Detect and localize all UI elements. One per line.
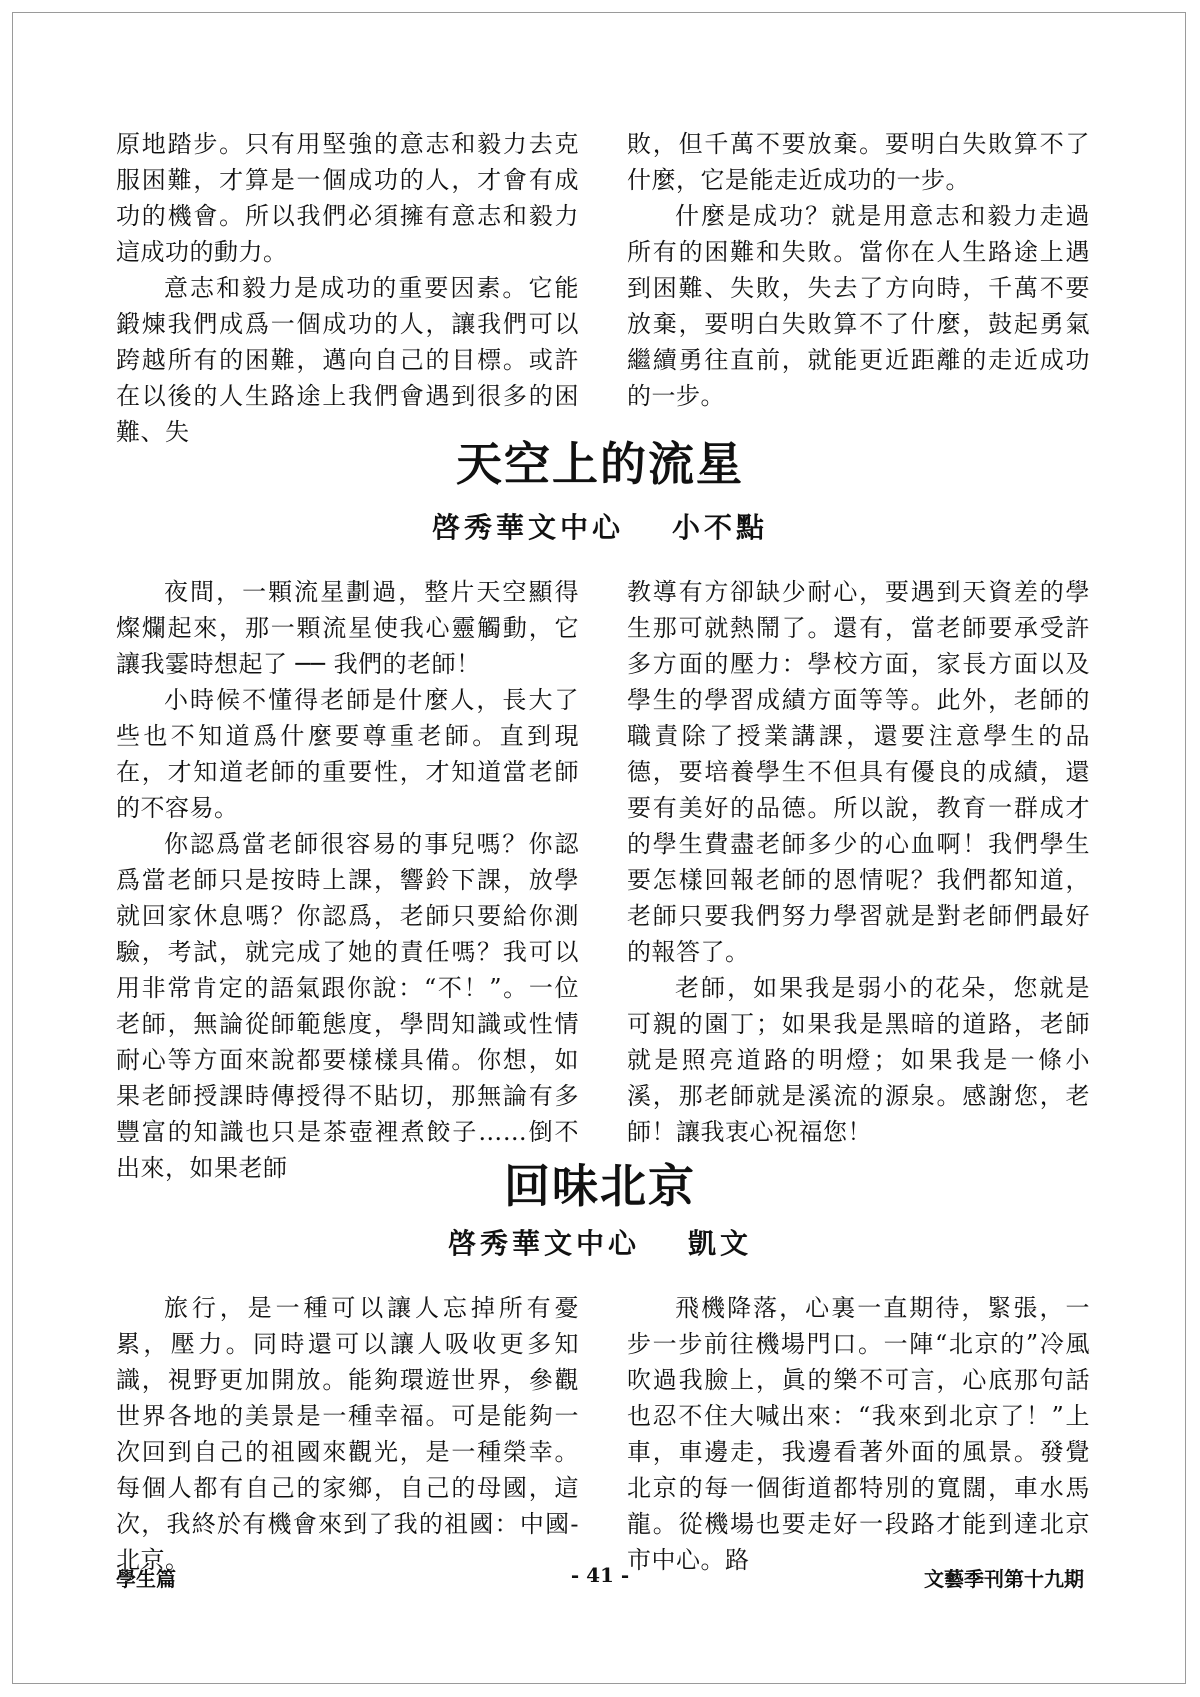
article3-byline-org: 啓秀華文中心	[447, 1227, 640, 1260]
article3-title: 回味北京	[504, 1159, 696, 1213]
article2-right-column	[627, 574, 1090, 1150]
article2-paragraph: 你認爲當老師很容易的事兒嗎？你認爲當老師只是按時上課，響鈴下課，放學就回家休息嗎？你認爲，老師只要給你測驗，考試，就完成了她的責任嗎？我可以用非常肯定的語氣跟你說：“不！”。一位老師，無論從師範態度，學問知識或性情耐心等方面來說都要樣樣具備。你想，如果老師授課時傳授得不貼切，那無論有多豐富的知識也只是茶壺裡煮餃子……倒不出來，如果老師	[116, 830, 579, 1182]
article1-left-column	[116, 126, 579, 450]
article3-left-column	[116, 1290, 579, 1578]
article1-paragraph: 原地踏步。只有用堅強的意志和毅力去克服困難，才算是一個成功的人，才會有成功的機會。所以我們必須擁有意志和毅力這成功的動力。	[116, 130, 579, 266]
footer-section-name: 學生篇	[116, 1567, 176, 1591]
article2-title: 天空上的流星	[456, 437, 744, 491]
article1-paragraph: 什麼是成功？就是用意志和毅力走過所有的困難和失敗。當你在人生路途上遇到困難、失敗，失去了方向時，千萬不要放棄，要明白失敗算不了什麼，鼓起勇氣繼續勇往直前，就能更近距離的走近成功的一步。	[627, 202, 1090, 410]
article2-paragraph: 老師，如果我是弱小的花朵，您就是可親的園丁；如果我是黑暗的道路，老師就是照亮道路的明燈；如果我是一條小溪，那老師就是溪流的源泉。感謝您，老師！讓我衷心祝福您！	[627, 974, 1090, 1146]
article2-paragraph: 小時候不懂得老師是什麼人，長大了些也不知道爲什麼要尊重老師。直到現在，才知道老師的重要性，才知道當老師的不容易。	[116, 686, 579, 822]
article3-paragraph: 旅行，是一種可以讓人忘掉所有憂累，壓力。同時還可以讓人吸收更多知識，視野更加開放。能夠環遊世界，參觀世界各地的美景是一種幸福。可是能夠一次回到自己的祖國來觀光，是一種榮幸。每個人都有自己的家鄉，自己的母國，這次，我終於有機會來到了我的祖國：中國- 北京。	[116, 1294, 579, 1574]
article2-paragraph: 教導有方卻缺少耐心，要遇到天資差的學生那可就熱鬧了。還有，當老師要承受許多方面的壓力：學校方面，家長方面以及學生的學習成績方面等等。此外，老師的職責除了授業講課，還要注意學生的品德，要培養學生不但具有優良的成績，還要有美好的品德。所以說，教育一群成才的學生費盡老師多少的心血啊！我們學生要怎樣回報老師的恩情呢？我們都知道，老師只要我們努力學習就是對老師們最好的報答了。	[627, 578, 1090, 966]
article2-left-column	[116, 574, 579, 1186]
article3-paragraph: 飛機降落，心裏一直期待，緊張，一步一步前往機場門口。一陣“北京的”冷風吹過我臉上，眞的樂不可言，心底那句話也忍不住大喊出來：“我來到北京了！”上車，車邊走，我邊看著外面的風景。發覺北京的每一個街道都特別的寬闊，車水馬龍。從機場也要走好一段路才能到達北京市中心。路	[627, 1294, 1090, 1574]
article3-right-column	[627, 1290, 1090, 1578]
article2-byline	[0, 506, 1200, 546]
article3-byline	[0, 1222, 1200, 1262]
footer-page-number: - 41 -	[570, 1563, 630, 1587]
article2-byline-org: 啓秀華文中心	[431, 511, 624, 544]
article1-paragraph: 意志和毅力是成功的重要因素。它能鍛煉我們成爲一個成功的人，讓我們可以跨越所有的困難，邁向自己的目標。或許在以後的人生路途上我們會遇到很多的困難、失	[116, 274, 579, 446]
article1-paragraph: 敗，但千萬不要放棄。要明白失敗算不了什麼，它是能走近成功的一步。	[627, 130, 1090, 194]
article3-byline-author: 凱文	[688, 1227, 753, 1260]
article2-byline-author: 小不點	[672, 511, 769, 544]
footer-publication-name: 文藝季刊第十九期	[924, 1567, 1084, 1591]
article1-right-column	[627, 126, 1090, 414]
article2-paragraph: 夜間，一顆流星劃過，整片天空顯得燦爛起來，那一顆流星使我心靈觸動，它讓我霎時想起了 ── 我們的老師！	[116, 578, 579, 678]
